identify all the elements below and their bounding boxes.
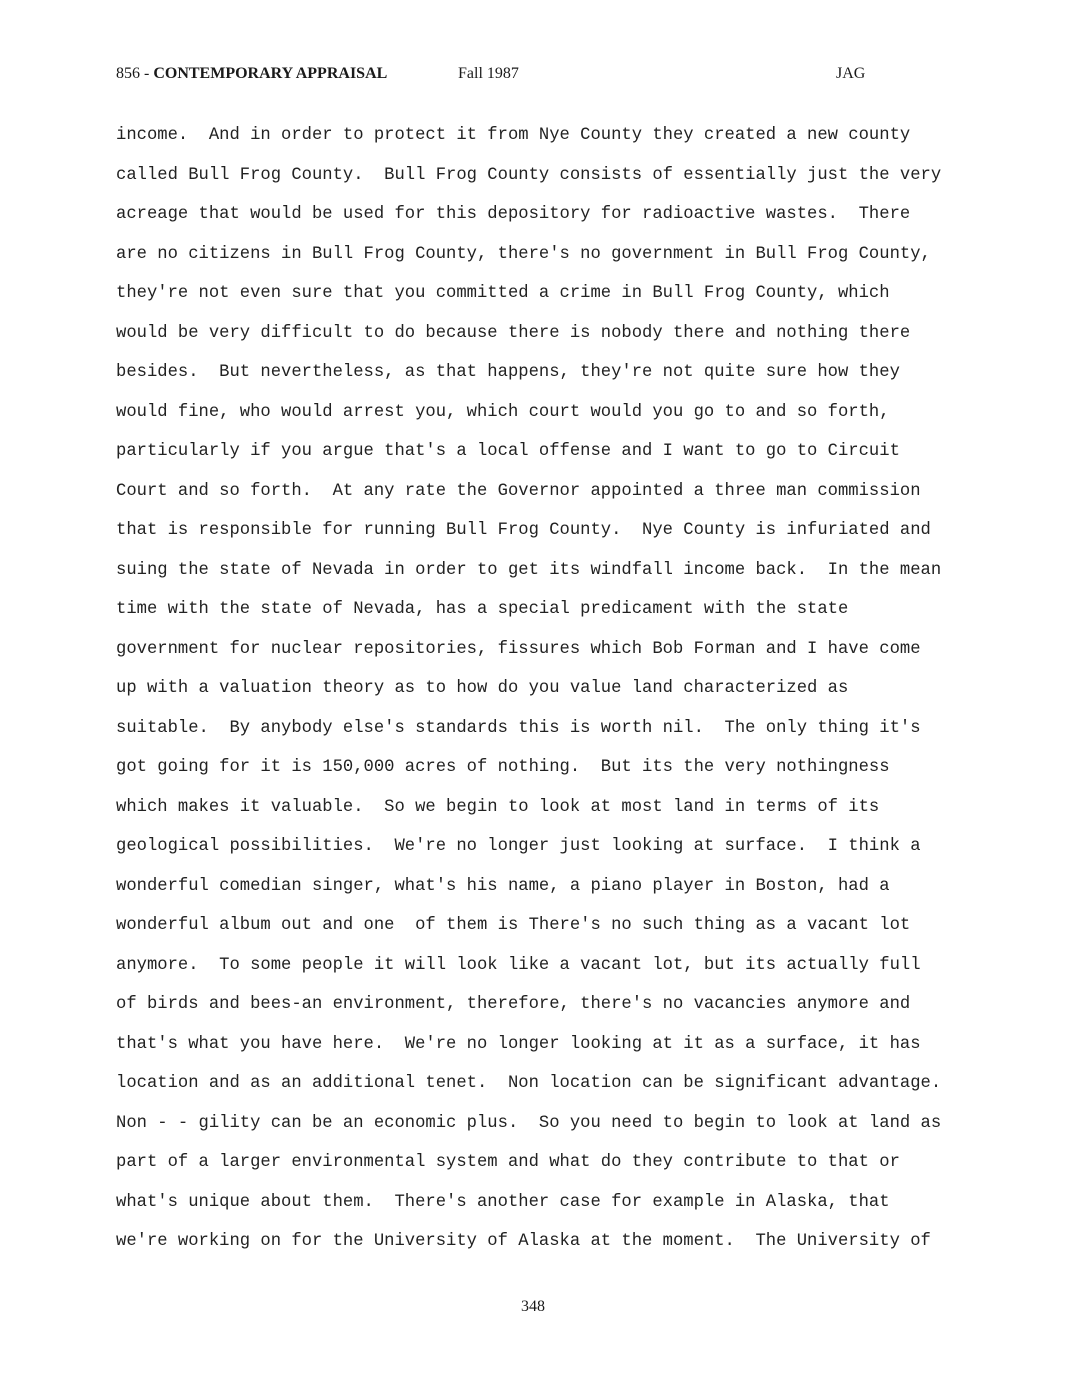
title-separator: - <box>140 65 154 82</box>
text-line: wonderful album out and one of them is There's no such thing as a vacant lot <box>116 916 911 935</box>
text-line: got going for it is 150,000 acres of nothing. But its the very nothingness <box>116 758 890 777</box>
text-line: besides. But nevertheless, as that happens, they're not quite sure how they <box>116 363 900 382</box>
text-line: up with a valuation theory as to how do you value land characterized as <box>116 679 849 698</box>
text-line: which makes it valuable. So we begin to look at most land in terms of its <box>116 797 880 817</box>
text-line: suitable. By anybody else's standards this is worth nil. The only thing it's <box>116 718 921 738</box>
header-course-title <box>116 64 387 84</box>
text-line: what's unique about them. There's another case for example in Alaska, that <box>116 1192 890 1212</box>
text-line: that is responsible for running Bull Frog County. Nye County is infuriated and <box>116 521 931 540</box>
text-line: of birds and bees-an environment, therefore, there's no vacancies anymore and <box>116 995 911 1014</box>
text-line: time with the state of Nevada, has a special predicament with the state <box>116 600 849 619</box>
text-line: Court and so forth. At any rate the Governor appointed a three man commission <box>116 481 921 501</box>
text-line: suing the state of Nevada in order to get its windfall income back. In the mean <box>116 560 942 580</box>
page-number: 348 <box>521 1298 545 1315</box>
course-number: 856 <box>116 65 140 82</box>
transcript-body <box>116 124 1016 1270</box>
text-line: acreage that would be used for this depository for radioactive wastes. There <box>116 205 911 224</box>
page-header <box>0 62 1066 86</box>
text-line: government for nuclear repositories, fissures which Bob Forman and I have come <box>116 639 921 659</box>
text-line: income. And in order to protect it from Nye County they created a new county <box>116 126 911 145</box>
text-line: called Bull Frog County. Bull Frog County consists of essentially just the very <box>116 165 942 185</box>
header-term: Fall 1987 <box>458 65 519 82</box>
text-line: that's what you have here. We're no longer looking at it as a surface, it has <box>116 1034 921 1054</box>
text-line: geological possibilities. We're no longer just looking at surface. I think a <box>116 837 921 856</box>
text-line: anymore. To some people it will look like a vacant lot, but its actually full <box>116 955 921 975</box>
text-line: location and as an additional tenet. Non location can be significant advantage. <box>116 1074 942 1093</box>
text-line: we're working on for the University of Alaska at the moment. The University of <box>116 1232 931 1251</box>
text-line: are no citizens in Bull Frog County, there's no government in Bull Frog County, <box>116 244 931 264</box>
course-name: CONTEMPORARY APPRAISAL <box>153 65 388 82</box>
text-line: they're not even sure that you committed a crime in Bull Frog County, which <box>116 284 890 303</box>
text-line: would fine, who would arrest you, which court would you go to and so forth, <box>116 402 890 422</box>
text-line: Non - - gility can be an economic plus. So you need to begin to look at land as <box>116 1113 942 1133</box>
text-line: wonderful comedian singer, what's his name, a piano player in Boston, had a <box>116 876 890 896</box>
text-line: part of a larger environmental system and what do they contribute to that or <box>116 1153 900 1172</box>
text-line: particularly if you argue that's a local offense and I want to go to Circuit <box>116 442 900 461</box>
text-line: would be very difficult to do because there is nobody there and nothing there <box>116 323 911 343</box>
header-initials: JAG <box>836 65 866 82</box>
